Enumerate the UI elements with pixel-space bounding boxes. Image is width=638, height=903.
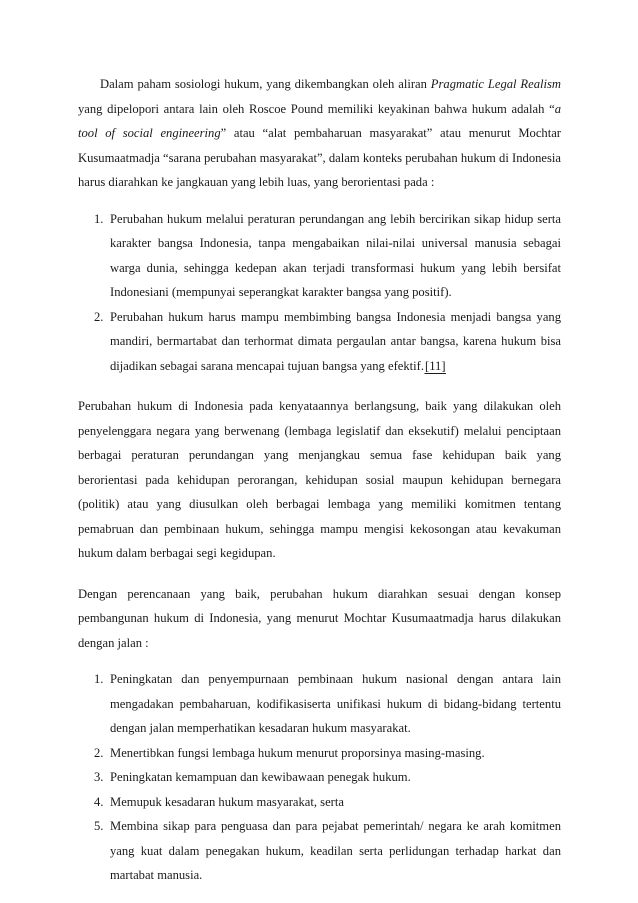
list-item (78, 741, 561, 766)
intro-text-middle: yang dipelopori antara lain oleh Roscoe Pound memiliki keyakinan bahwa hukum adalah “ (78, 101, 555, 116)
list-item-text: Perubahan hukum melalui peraturan perundangan ang lebih bercirikan sikap hidup serta karakter bangsa Indonesia, tanpa mengabaikan nilai-nilai universal manusia sebagai warga dunia, sehingga kedepan akan terjadi transformasi hukum yang lebih bersifat Indonesiani (mempunyai seperangkat karakter bangsa yang positif). (110, 211, 561, 299)
list-item (78, 814, 561, 888)
list-item-text: Peningkatan kemampuan dan kewibawaan penegak hukum. (110, 770, 411, 784)
list-item (78, 765, 561, 790)
list-number: 1. (94, 211, 104, 226)
list-item-text: Peningkatan dan penyempurnaan pembinaan hukum nasional dengan antara lain mengadakan pembaharuan, kodifikasiserta unifikasi hukum di bidang-bidang tertentu dengan jalan memperhatikan kesadaran hukum masyarakat. (110, 672, 561, 735)
list-number: 4. (94, 794, 104, 809)
intro-italic-term: Pragmatic Legal Realism (430, 77, 561, 91)
list-item-text: Memupuk kesadaran hukum masyarakat, serta (110, 794, 344, 809)
paragraph-planning: Dengan perencanaan yang baik, perubahan hukum diarahkan sesuai dengan konsep pembangunan hukum di Indonesia, yang menurut Mochtar Kusumaatmadja harus dilakukan dengan jalan : (78, 586, 561, 650)
footnote-link[interactable]: [11] (425, 358, 446, 373)
list-item (78, 790, 561, 815)
method-list (78, 667, 561, 888)
list-number: 3. (94, 770, 104, 784)
list-item-text: Membina sikap para penguasa dan para pejabat pemerintah/ negara ke arah komitmen yang kuat dalam penegakan hukum, keadilan serta perlidungan terhadap harkat dan martabat manusia. (110, 819, 561, 882)
list-number: 2. (94, 309, 104, 324)
list-number: 1. (94, 672, 104, 686)
list-item (78, 667, 561, 741)
intro-text-start: Dalam paham sosiologi hukum, yang dikembangkan oleh aliran (100, 77, 431, 91)
list-item-text: Menertibkan fungsi lembaga hukum menurut proporsinya masing-masing. (110, 745, 485, 760)
list-item (78, 207, 561, 305)
list-item (78, 305, 561, 379)
intro-italic-quote: a tool of social engineering (78, 101, 561, 140)
list-number: 2. (94, 745, 104, 760)
document-body (78, 72, 561, 888)
paragraph-intro (78, 72, 561, 195)
paragraph-change: Perubahan hukum di Indonesia pada kenyataannya berlangsung, baik yang dilakukan oleh penyelenggara negara yang berwenang (lembaga legislatif dan eksekutif) melalui penciptaan berbagai peraturan perundangan yang menjangkau semua fase kehidupan baik yang berorientasi pada kehidupan perorangan, kehidupan sosial maupun kehidupan bernegara (politik) atau yang diusulkan oleh berbagai lembaga yang memiliki komitmen tentang pemabruan dan pembinaan hukum, sehingga mampu mengisi kekosongan atau kevakuman hukum dalam berbagai segi kegidupan. (78, 399, 561, 560)
intro-text-end: ” atau “alat pembaharuan masyarakat” atau menurut Mochtar Kusumaatmadja “sarana perubahan masyarakat”, dalam konteks perubahan hukum di Indonesia harus diarahkan ke jangkauan yang lebih luas, yang berorientasi pada : (78, 126, 561, 189)
list-item-text: Perubahan hukum harus mampu membimbing bangsa Indonesia menjadi bangsa yang mandiri, bermartabat dan terhormat dimata pergaulan antar bangsa, karena hukum bisa dijadikan sebagai sarana mencapai tujuan bangsa yang efektif. (110, 309, 561, 373)
orientation-list (78, 207, 561, 379)
list-number: 5. (94, 819, 104, 833)
